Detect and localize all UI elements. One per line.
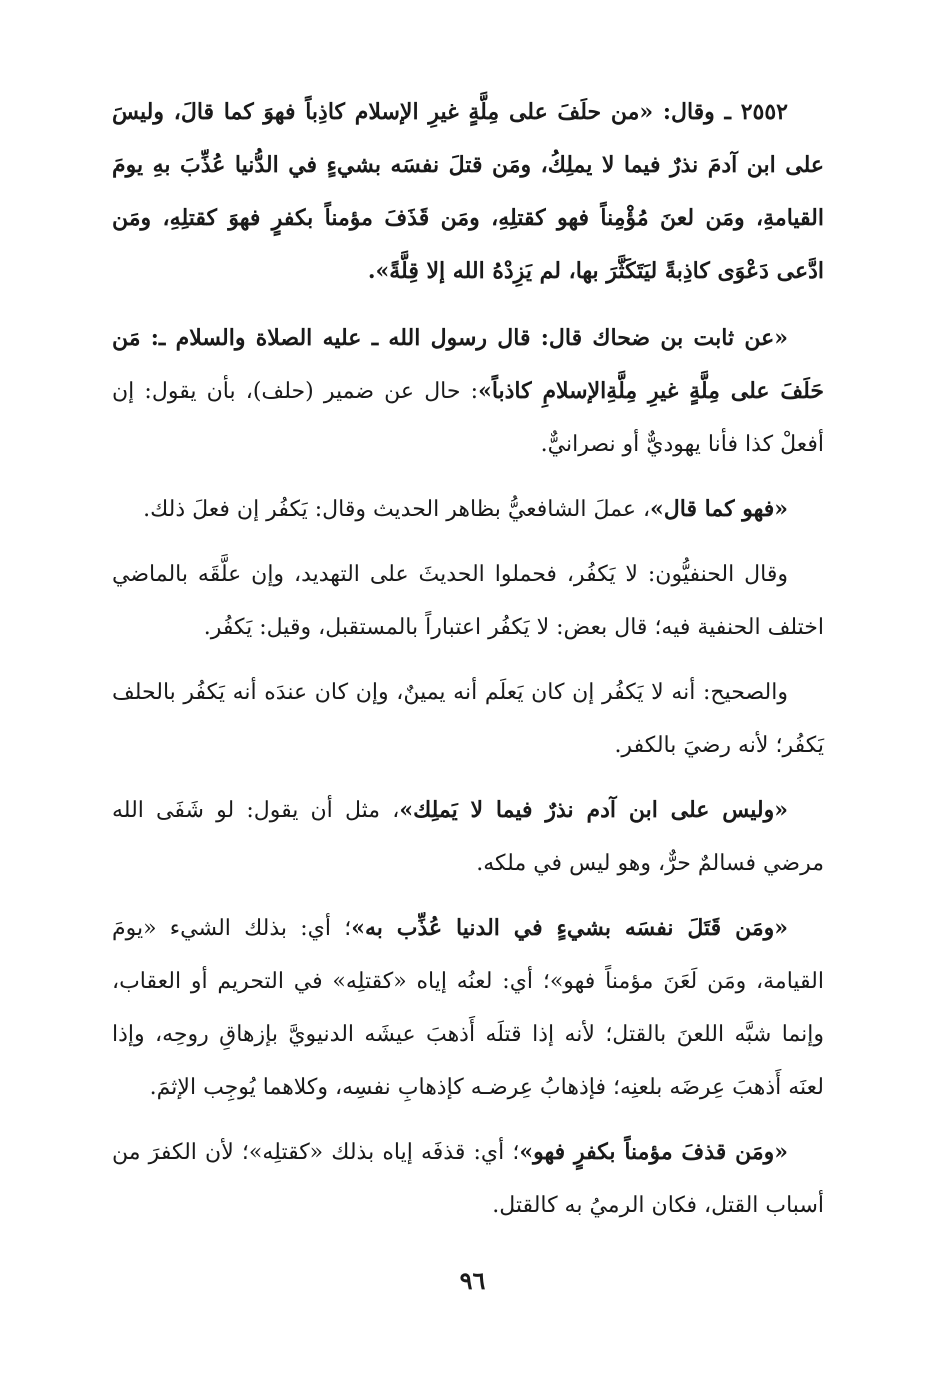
commentary-paragraph (112, 1126, 824, 1232)
commentary-explanation: ، مثل أن يقول: لو شَفَى الله مرضي فسالمٌ حرٌّ، وهو ليس في ملكه. (112, 798, 824, 876)
hadith-text: ٢٥٥٢ ـ وقال: «من حلَفَ على مِلَّةٍ غيرِ الإسلام كاذِباً فهوَ كما قالَ، وليسَ على ابن آدمَ نذرٌ فيما لا يملِكُ، ومَن قتلَ نفسَه بشيءٍ في الدُّنيا عُذِّبَ بهِ يومَ القيامةِ، ومَن لعنَ مُؤْمِناً فهو كقتلِهِ، ومَن قَذَفَ مؤمناً بكفرٍ فهوَ كقتلِهِ، ومَن ادَّعى دَعْوَى كاذِبةً ليَتَكَثَّرَ بها، لم يَزِدْهُ الله إلا قِلَّةً». (112, 99, 824, 284)
commentary-explanation: : حال عن ضمير (حلف)، بأن يقول: إن أفعلْ كذا فأنا يهوديٌّ أو نصرانيٌّ. (112, 379, 824, 457)
commentary-quote: «ومَن قَتَلَ نفسَه بشيءٍ في الدنيا عُذِّب به» (351, 915, 788, 941)
commentary-paragraph (112, 666, 824, 772)
commentary-quote: «وليس على ابن آدم نذرٌ فيما لا يَملِك» (399, 797, 788, 823)
commentary-explanation: ؛ أي: بذلك الشيء «يومَ القيامة، ومَن لَعَنَ مؤمناً فهو»؛ أي: لعنُه إياه «كقتلِه» في التحريم أو العقاب، وإنما شبَّه اللعنَ بالقتل؛ لأنه إذا قتلَه أَذهبَ عيشَه الدنيويَّ بإزهاقِ روحِه، وإذا لعنَه أَذهبَ عِرضَه بلعنِه؛ فإذهابُ عِرضـه كإذهابِ نفسِه، وكلاهما يُوجِب الإثمَ. (112, 916, 824, 1100)
commentary-explanation: وقال الحنفيُّون: لا يَكفُر، فحملوا الحديثَ على التهديد، وإن علَّقَه بالماضي اختلف الحنفية فيه؛ قال بعض: لا يَكفُر اعتباراً بالمستقبل، وقيل: يَكفُر. (112, 562, 824, 640)
commentary-explanation: ، عملَ الشافعيُّ بظاهر الحديث وقال: يَكفُر إن فعلَ ذلك. (143, 497, 651, 522)
commentary-quote: «فهو كما قال» (650, 496, 788, 522)
page-number: ٩٦ (459, 1266, 486, 1295)
commentary-explanation: ؛ أي: قذفَه إياه بذلك «كقتلِه»؛ لأن الكفرَ من أسباب القتل، فكان الرميُ به كالقتل. (112, 1140, 824, 1218)
commentary-paragraph (112, 483, 824, 536)
commentary-paragraph (112, 548, 824, 654)
commentary-explanation: والصحيح: أنه لا يَكفُر إن كان يَعلَم أنه يمينٌ، وإن كان عندَه أنه يَكفُر بالحلف يَكفُر؛ لأنه رضيَ بالكفر. (112, 680, 824, 758)
commentary-quote: «ومَن قذفَ مؤمناً بكفرٍ فهو» (519, 1139, 789, 1165)
commentary-paragraph (112, 784, 824, 890)
commentary-paragraph (112, 312, 824, 471)
commentary-quote: «عن ثابت بن ضحاك قال: قال رسول الله ـ عليه الصلاة والسلام ـ: مَن حَلَفَ على مِلَّةٍ غيرِ مِلَّةِالإسلامِ كاذباً» (112, 325, 824, 404)
commentary-paragraph (112, 902, 824, 1114)
page-body (112, 86, 824, 1244)
